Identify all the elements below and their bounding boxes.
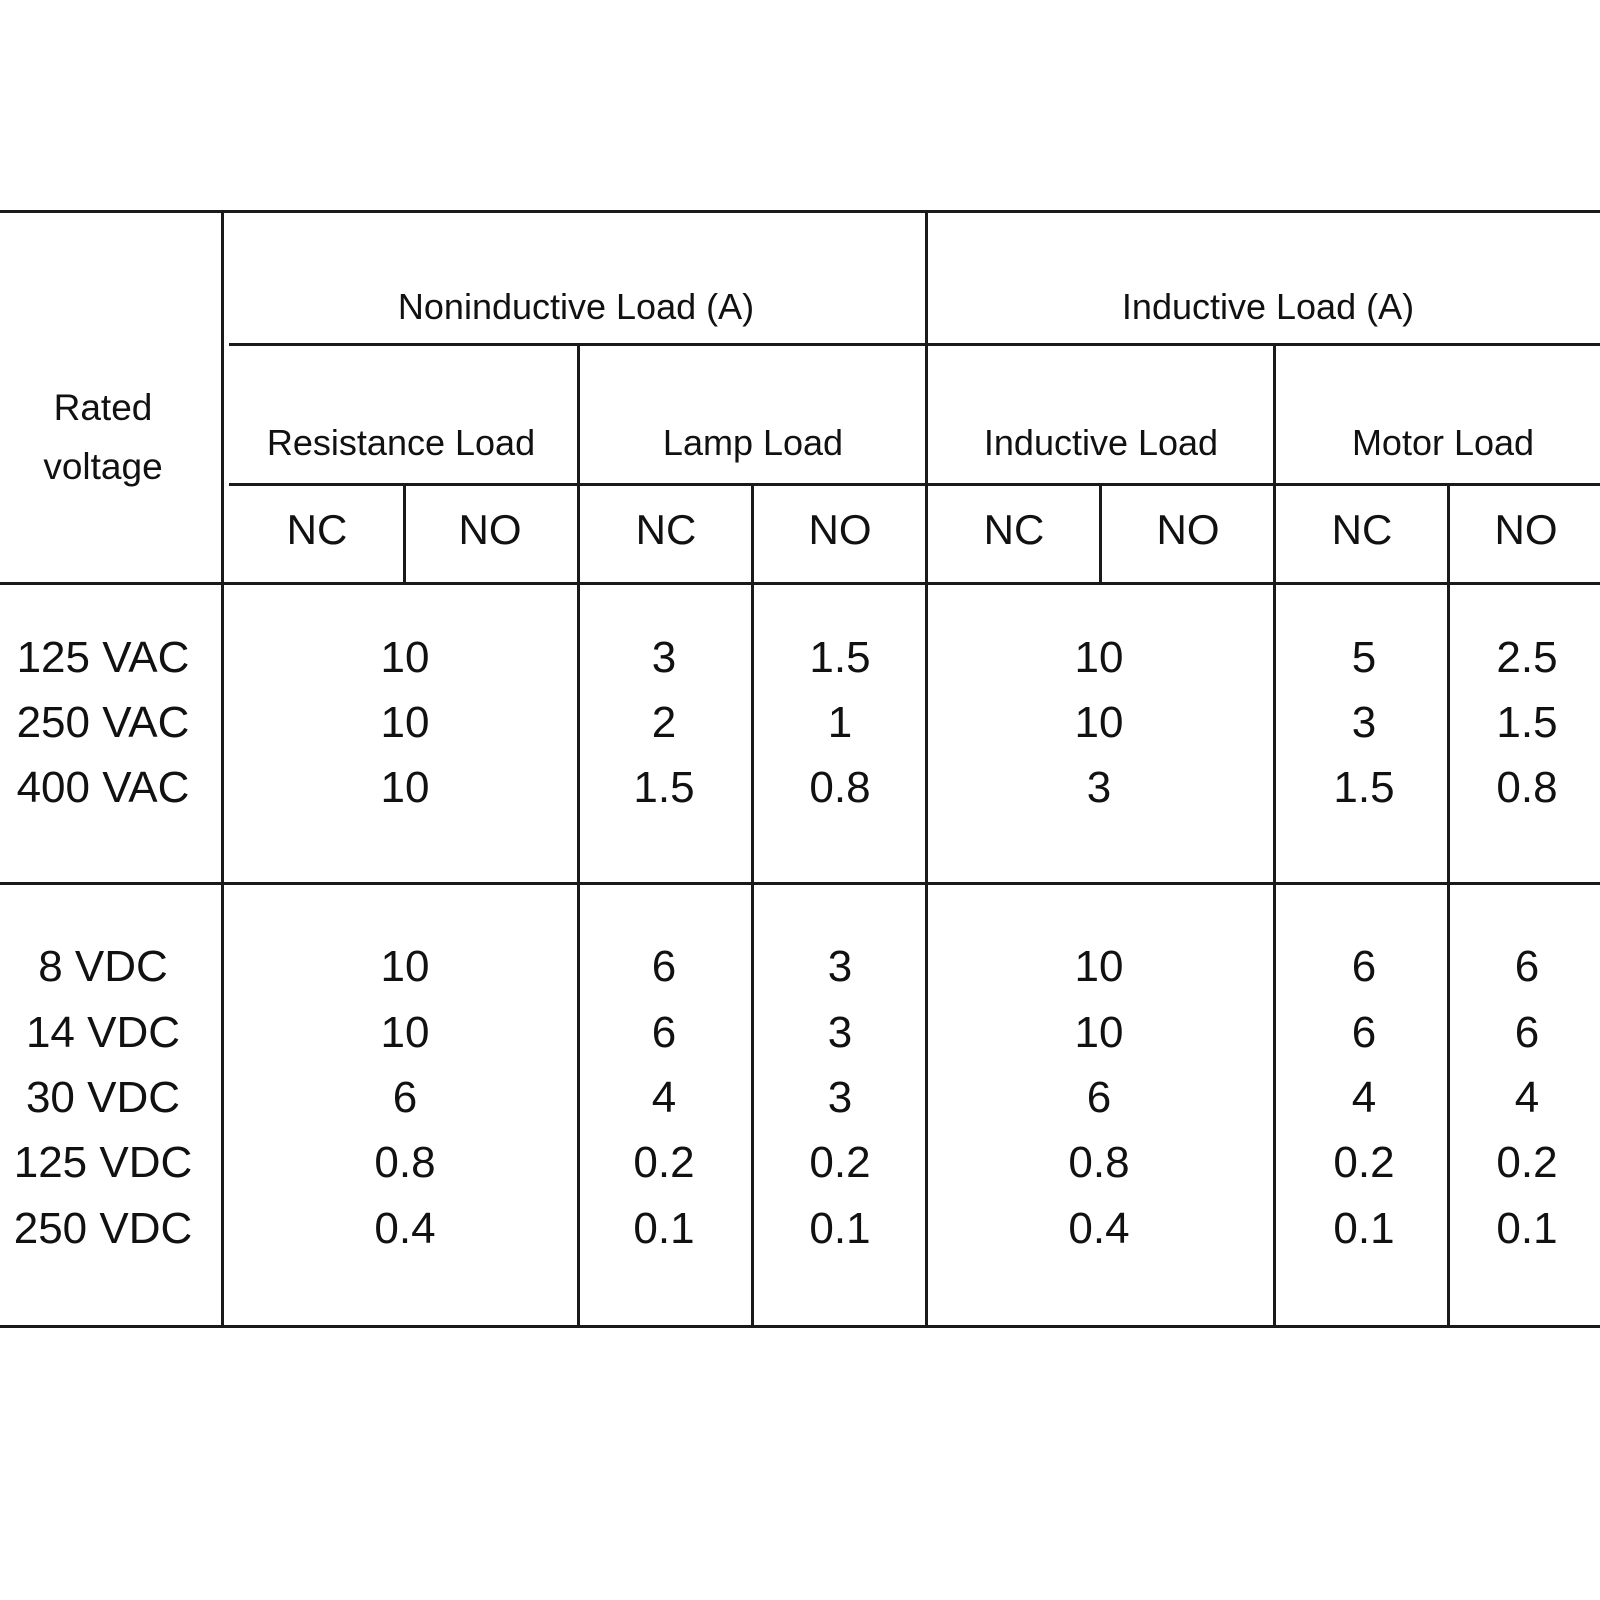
- resistance-load-cell: 10: [380, 1008, 430, 1057]
- motor-nc-cell: 6: [1351, 942, 1377, 991]
- motor-nc-cell: 0.2: [1333, 1138, 1395, 1187]
- motor-nc-no-divider: [1447, 483, 1450, 1328]
- lamp-no-cell: 1.5: [809, 633, 871, 682]
- motor-nc-cell: 1.5: [1333, 763, 1395, 812]
- noninductive-load-header: Noninductive Load (A): [397, 286, 755, 327]
- lamp-nc-cell: 6: [651, 942, 677, 991]
- rated-voltage-cell: 400 VAC: [16, 763, 190, 812]
- rated-voltage-header-line: voltage: [43, 446, 163, 487]
- inductive-load-cell: 3: [1086, 763, 1112, 812]
- table-bottom-border: [0, 1325, 1600, 1328]
- lamp-no-header: NO: [808, 506, 872, 553]
- lamp-load-header: Lamp Load: [662, 422, 844, 463]
- inductive-nc-header: NC: [983, 506, 1045, 553]
- lamp-no-cell: 3: [827, 942, 853, 991]
- motor-no-header: NO: [1494, 506, 1558, 553]
- lamp-no-cell: 0.8: [809, 763, 871, 812]
- lamp-nc-cell: 0.1: [633, 1204, 695, 1253]
- header-bottom-rule: [0, 582, 1600, 585]
- load-rating-table: [0, 210, 1600, 1328]
- inductive-no-header: NO: [1156, 506, 1220, 553]
- motor-nc-cell: 5: [1351, 633, 1377, 682]
- resistance-load-header: Resistance Load: [266, 422, 536, 463]
- inductive-load-cell: 10: [1074, 1008, 1124, 1057]
- resistance-load-cell: 6: [392, 1073, 418, 1122]
- lamp-nc-cell: 4: [651, 1073, 677, 1122]
- inductive-load-cell: 0.8: [1068, 1138, 1130, 1187]
- resistance-load-cell: 0.8: [374, 1138, 436, 1187]
- lamp-nc-cell: 1.5: [633, 763, 695, 812]
- resistance-load-cell: 10: [380, 633, 430, 682]
- inductive-load-cell: 10: [1074, 633, 1124, 682]
- inductive-load-cell: 0.4: [1068, 1204, 1130, 1253]
- motor-nc-cell: 4: [1351, 1073, 1377, 1122]
- group-divider: [925, 210, 928, 1328]
- rated-voltage-cell: 250 VAC: [16, 698, 190, 747]
- motor-no-cell: 0.8: [1496, 763, 1558, 812]
- inductive-nc-no-divider: [1099, 483, 1102, 585]
- sub-header-rule: [229, 483, 1600, 486]
- lamp-nc-no-divider: [751, 483, 754, 1328]
- motor-nc-cell: 6: [1351, 1008, 1377, 1057]
- resistance-nc-header: NC: [286, 506, 348, 553]
- lamp-no-cell: 0.1: [809, 1204, 871, 1253]
- inductive-load-cell: 6: [1086, 1073, 1112, 1122]
- rated-voltage-cell: 14 VDC: [25, 1008, 181, 1057]
- lamp-nc-header: NC: [635, 506, 697, 553]
- motor-no-cell: 2.5: [1496, 633, 1558, 682]
- rated-voltage-cell: 125 VAC: [16, 633, 190, 682]
- table-top-border: [0, 210, 1600, 213]
- resistance-load-cell: 10: [380, 942, 430, 991]
- group-header-rule: [229, 343, 1600, 346]
- inductive-load-cell: 10: [1074, 942, 1124, 991]
- rated-voltage-cell: 30 VDC: [25, 1073, 181, 1122]
- lamp-nc-cell: 2: [651, 698, 677, 747]
- inductive-load-header: Inductive Load: [983, 422, 1219, 463]
- rated-voltage-cell: 125 VDC: [13, 1138, 193, 1187]
- motor-nc-cell: 3: [1351, 698, 1377, 747]
- motor-no-cell: 6: [1514, 1008, 1540, 1057]
- motor-no-cell: 0.1: [1496, 1204, 1558, 1253]
- lamp-no-cell: 3: [827, 1008, 853, 1057]
- resistance-no-header: NO: [458, 506, 522, 553]
- resistance-lamp-divider: [577, 343, 580, 1328]
- motor-no-cell: 1.5: [1496, 698, 1558, 747]
- lamp-no-cell: 3: [827, 1073, 853, 1122]
- lamp-nc-cell: 3: [651, 633, 677, 682]
- inductive-motor-divider: [1273, 343, 1276, 1328]
- lamp-nc-cell: 6: [651, 1008, 677, 1057]
- inductive-load-group-header: Inductive Load (A): [1121, 286, 1415, 327]
- resistance-load-cell: 0.4: [374, 1204, 436, 1253]
- motor-no-cell: 6: [1514, 942, 1540, 991]
- motor-nc-cell: 0.1: [1333, 1204, 1395, 1253]
- rated-voltage-header-line: Rated: [53, 386, 153, 428]
- resistance-load-cell: 10: [380, 698, 430, 747]
- motor-no-cell: 4: [1514, 1073, 1540, 1122]
- rated-voltage-cell: 250 VDC: [13, 1204, 193, 1253]
- inductive-load-cell: 10: [1074, 698, 1124, 747]
- rated-voltage-cell: 8 VDC: [38, 942, 168, 991]
- lamp-no-cell: 0.2: [809, 1138, 871, 1187]
- resistance-load-cell: 10: [380, 763, 430, 812]
- resistance-nc-no-divider: [403, 483, 406, 585]
- ac-dc-divider: [0, 882, 1600, 885]
- motor-load-header: Motor Load: [1351, 422, 1535, 463]
- lamp-no-cell: 1: [827, 698, 853, 747]
- lamp-nc-cell: 0.2: [633, 1138, 695, 1187]
- motor-no-cell: 0.2: [1496, 1138, 1558, 1187]
- motor-nc-header: NC: [1331, 506, 1393, 553]
- rated-voltage-header: [43, 378, 162, 496]
- voltage-column-divider: [221, 210, 224, 1328]
